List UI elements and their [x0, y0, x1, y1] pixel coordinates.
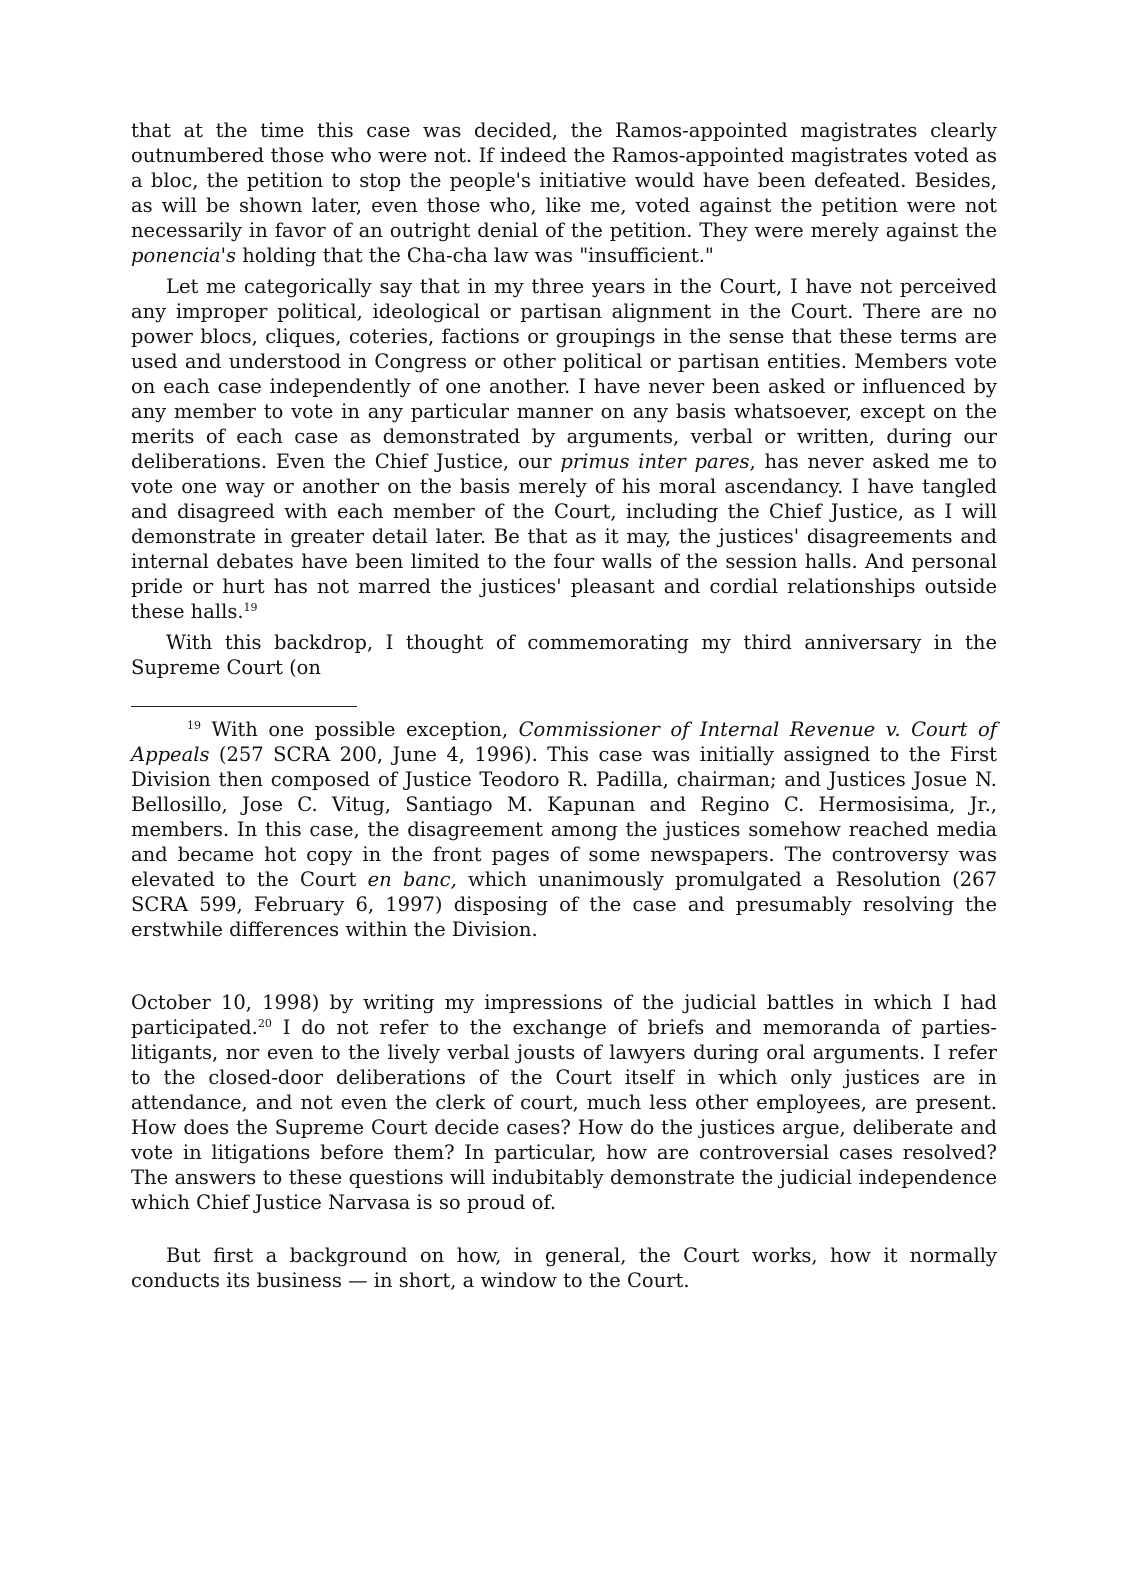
italic-term: primus inter pares — [560, 450, 750, 473]
footnote-number: 19 — [187, 719, 201, 732]
text-run: Let me categorically say that in my three years in the Court, I have not perceived any improper political, ideological or partisan alignment in the Court. There are no power blocs, cliques, coteries, factions or groupings in the sense that these terms are used and understood in Congress or other political or partisan entities. Members vote on each case independently of one another. I have never been asked or influenced by any member to vote in any particular manner on any basis whatsoever, except on the merits of each case as demonstrated by arguments, verbal or written, during our deliberations. Even the Chief Justice, our — [131, 275, 997, 473]
text-run: (257 SCRA 200, June 4, 1996). This case was initially assigned to the First Division then composed of Justice Teodoro R. Padilla, chairman; and Justices Josue N. Bellosillo, Jose C. Vitug, Santiago M. Kapunan and Regino C. Hermosisima, Jr., members. In this case, the disagreement among the justices somehow reached media and became hot copy in the front pages of some newspapers. The controversy was elevated to the Court — [131, 743, 997, 891]
footnote-separator — [131, 706, 357, 707]
text-run: October 10, 1998) by writing my impressions of the judicial battles in which I had participated. — [131, 991, 997, 1039]
text-run: , has never asked me to vote one way or another on the basis merely of his moral ascendancy. I have tangled and disagreed with each member of the Court, including the Chief Justice, as I will demonstrate in greater detail later. Be that as it may, the justices' disagreements and internal debates have been limited to the four walls of the session halls. And personal pride or hurt has not marred the justices' pleasant and cordial relationships outside these halls. — [131, 450, 997, 623]
text-run: With this backdrop, I thought of commemorating my third anniversary in the Supreme Court (on — [131, 631, 997, 679]
body-paragraph-3 — [131, 630, 997, 680]
body-paragraph-5 — [131, 1243, 997, 1293]
footnote-reference-20[interactable]: 20 — [257, 1017, 272, 1030]
text-run: which unanimously promulgated a Resolution (267 SCRA 599, February 6, 1997) disposing of the case and presumably resolving the erstwhile differences within the Division. — [131, 868, 997, 941]
body-paragraph-1 — [131, 118, 997, 268]
text-run: With one possible exception, — [201, 718, 519, 741]
text-run: holding that the Cha-cha law was "insufficient." — [236, 244, 714, 267]
body-paragraph-4 — [131, 990, 997, 1215]
footnote-reference-19[interactable]: 19 — [243, 601, 258, 614]
body-paragraph-2 — [131, 274, 997, 624]
text-run: I do not refer to the exchange of briefs and memoranda of parties-litigants, nor even to the lively verbal jousts of lawyers during oral arguments. I refer to the closed-door deliberations of the Court itself in which only justices are in attendance, and not even the clerk of court, much less other employees, are present. How does the Supreme Court decide cases? How do the justices argue, deliberate and vote in litigations before them? In particular, how are controversial cases resolved? The answers to these questions will indubitably demonstrate the judicial independence which Chief Justice Narvasa is so proud of. — [131, 1016, 997, 1214]
text-run: But first a background on how, in general, the Court works, how it normally conducts its business — in short, a window to the Court. — [131, 1244, 997, 1292]
italic-term: en banc, — [367, 868, 457, 891]
footnote-19 — [131, 717, 997, 942]
document-page — [131, 118, 997, 1293]
text-run: that at the time this case was decided, the Ramos-appointed magistrates clearly outnumbered those who were not. If indeed the Ramos-appointed magistrates voted as a bloc, the petition to stop the people's initiative would have been defeated. Besides, as will be shown later, even those who, like me, voted against the petition were not necessarily in favor of an outright denial of the petition. They were merely against the — [131, 119, 997, 242]
case-title: Commissioner of Internal Revenue v. Court of Appeals — [131, 718, 997, 766]
italic-term: ponencia's — [131, 244, 237, 267]
